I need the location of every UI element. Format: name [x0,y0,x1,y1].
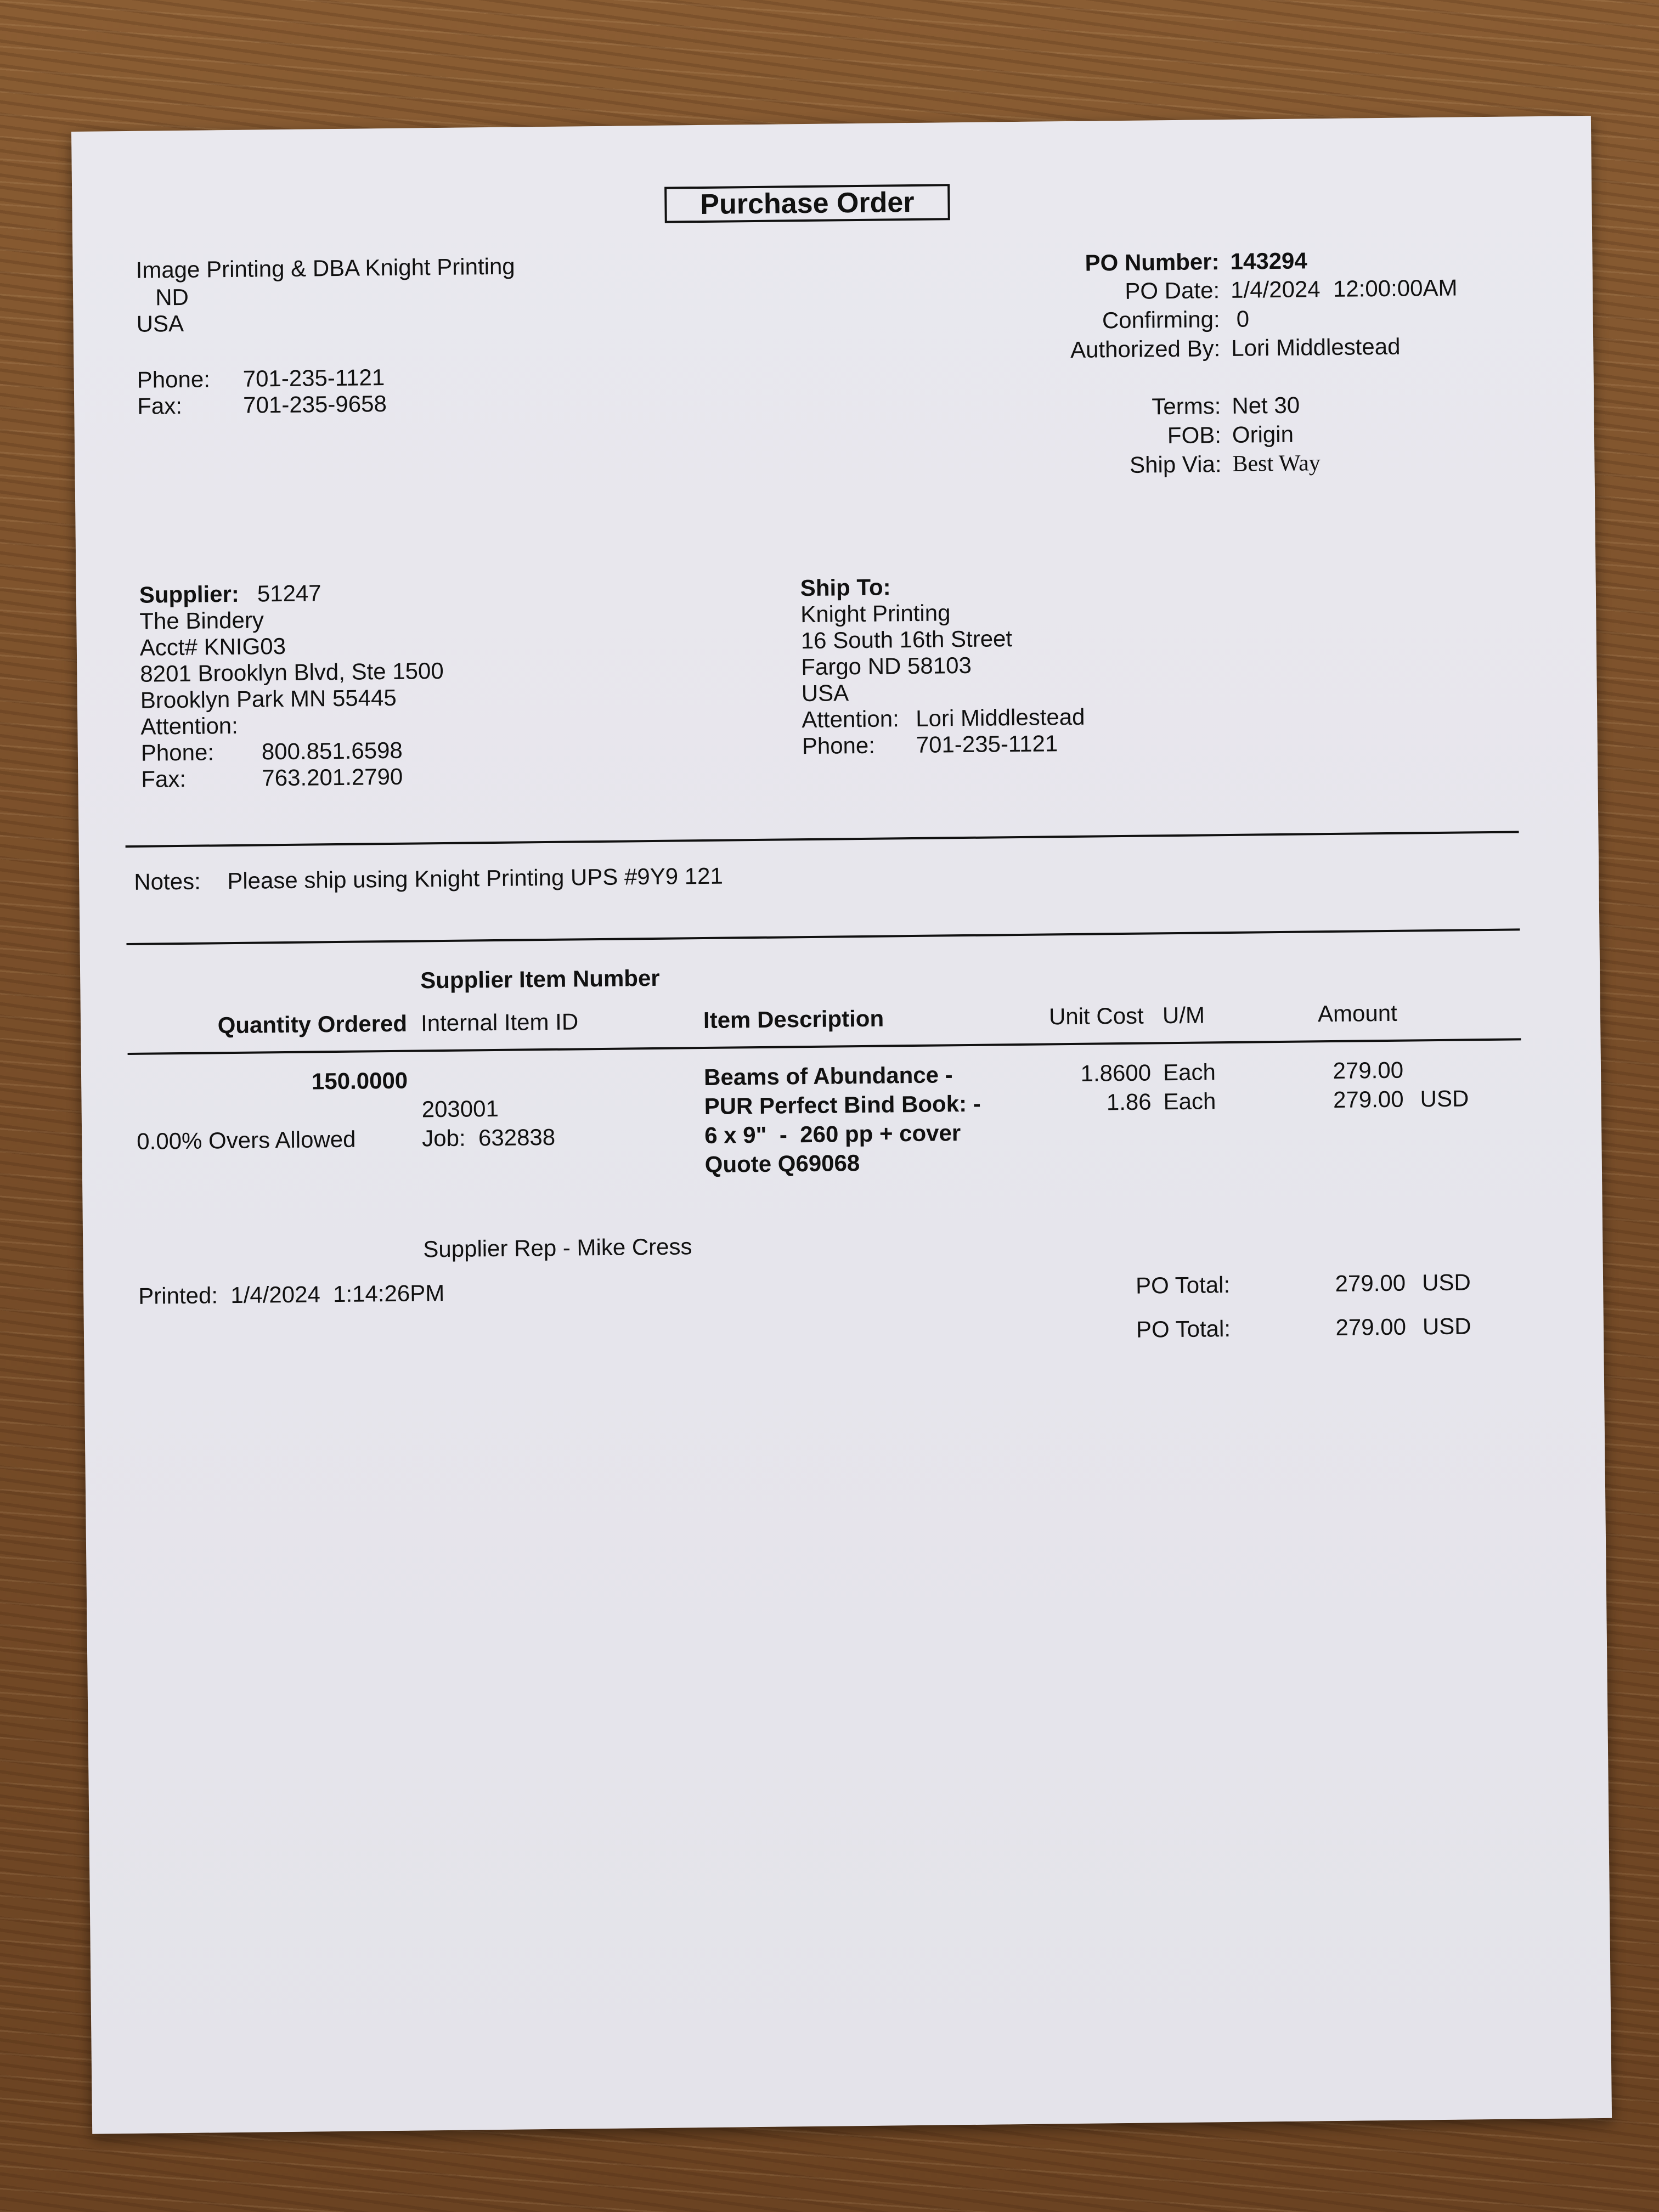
notes-top-rule [126,831,1519,848]
supplier-address2: Brooklyn Park MN 55445 [140,684,397,713]
po-total-currency-1: USD [1421,1269,1471,1296]
po-date-label: PO Date: [1125,277,1220,304]
line-internal-item-id: 203001 [421,1095,499,1122]
po-total-amount-2: 279.00 [1335,1313,1407,1340]
document-title: Purchase Order [664,184,950,223]
company-country: USA [136,310,184,337]
supplier-label: Supplier: [139,580,240,608]
supplier-phone-label: Phone: [140,739,215,766]
line-amount-1: 279.00 [1333,1057,1404,1084]
po-number-label: PO Number: [1085,249,1220,276]
confirming-value: 0 [1236,306,1250,332]
fob-value: Origin [1232,421,1294,448]
header-unit-cost: Unit Cost [1048,1002,1144,1030]
ship-to-address2: Fargo ND 58103 [801,652,972,680]
purchase-order-document [71,116,1612,2134]
supplier-address1: 8201 Brooklyn Blvd, Ste 1500 [140,657,444,687]
line-um-1: Each [1163,1059,1216,1086]
po-date: 1/4/2024 12:00:00AM [1230,274,1458,303]
line-description-4: Quote Q69068 [704,1150,860,1178]
company-phone: 701-235-1121 [242,364,385,392]
line-um-2: Each [1163,1088,1216,1115]
confirming-label: Confirming: [1102,306,1220,334]
header-amount: Amount [1317,1000,1397,1027]
supplier-acct: Acct# KNIG03 [139,633,286,661]
po-total-amount-1: 279.00 [1335,1269,1406,1296]
company-fax: 701-235-9658 [242,391,387,418]
supplier-fax-label: Fax: [141,765,187,792]
fob-label: FOB: [1167,422,1222,449]
line-description-3: 6 x 9" - 260 pp + cover [704,1120,961,1149]
notes-bottom-rule [126,928,1520,945]
company-phone-label: Phone: [137,366,211,393]
line-quantity: 150.0000 [311,1067,408,1094]
line-amount-2: 279.00 [1333,1086,1404,1113]
ship-to-phone-label: Phone: [802,732,876,759]
line-description-2: PUR Perfect Bind Book: - [704,1090,981,1120]
ship-via-label: Ship Via: [1129,451,1222,478]
line-job: Job: 632838 [422,1124,556,1152]
supplier-phone: 800.851.6598 [261,737,403,765]
ship-to-label: Ship To: [800,574,891,601]
po-total-label-1: PO Total: [1135,1271,1231,1299]
authorized-by: Lori Middlestead [1231,333,1401,361]
line-overs-allowed: 0.00% Overs Allowed [137,1126,356,1154]
ship-to-phone: 701-235-1121 [916,730,1058,758]
supplier-id: 51247 [257,580,321,607]
po-total-label-2: PO Total: [1136,1315,1231,1342]
line-unit-cost-1: 1.8600 [1080,1059,1152,1086]
supplier-rep: Supplier Rep - Mike Cress [423,1233,692,1262]
terms-value: Net 30 [1232,392,1300,419]
ship-to-attention-label: Attention: [802,706,899,733]
ship-to-country: USA [801,680,849,707]
ship-to-address1: 16 South 16th Street [800,625,1013,654]
header-supplier-item-number: Supplier Item Number [420,964,660,994]
company-fax-label: Fax: [137,392,183,419]
po-total-currency-2: USD [1422,1313,1471,1340]
header-um: U/M [1162,1002,1205,1029]
terms-label: Terms: [1152,393,1221,420]
header-quantity-ordered: Quantity Ordered [217,1010,408,1039]
line-currency: USD [1420,1085,1469,1112]
notes-text: Please ship using Knight Printing UPS #9Y9 121 [227,862,724,894]
supplier-name: The Bindery [139,607,264,634]
header-internal-item-id: Internal Item ID [420,1008,579,1036]
header-item-description: Item Description [703,1005,884,1034]
ship-via-value: Best Way [1232,450,1321,477]
ship-to-attention: Lori Middlestead [916,703,1085,731]
ship-to-name: Knight Printing [800,600,951,628]
line-unit-cost-2: 1.86 [1106,1088,1152,1115]
company-name: Image Printing & DBA Knight Printing [136,253,515,283]
printed-timestamp: Printed: 1/4/2024 1:14:26PM [138,1279,445,1309]
line-description-1: Beams of Abundance - [703,1062,953,1091]
table-header-rule [128,1038,1521,1055]
authorized-by-label: Authorized By: [1070,335,1221,363]
po-number: 143294 [1230,247,1307,274]
supplier-fax: 763.201.2790 [262,763,403,791]
company-state: ND [155,284,189,311]
supplier-attention-label: Attention: [140,712,239,740]
notes-label: Notes: [134,868,201,895]
